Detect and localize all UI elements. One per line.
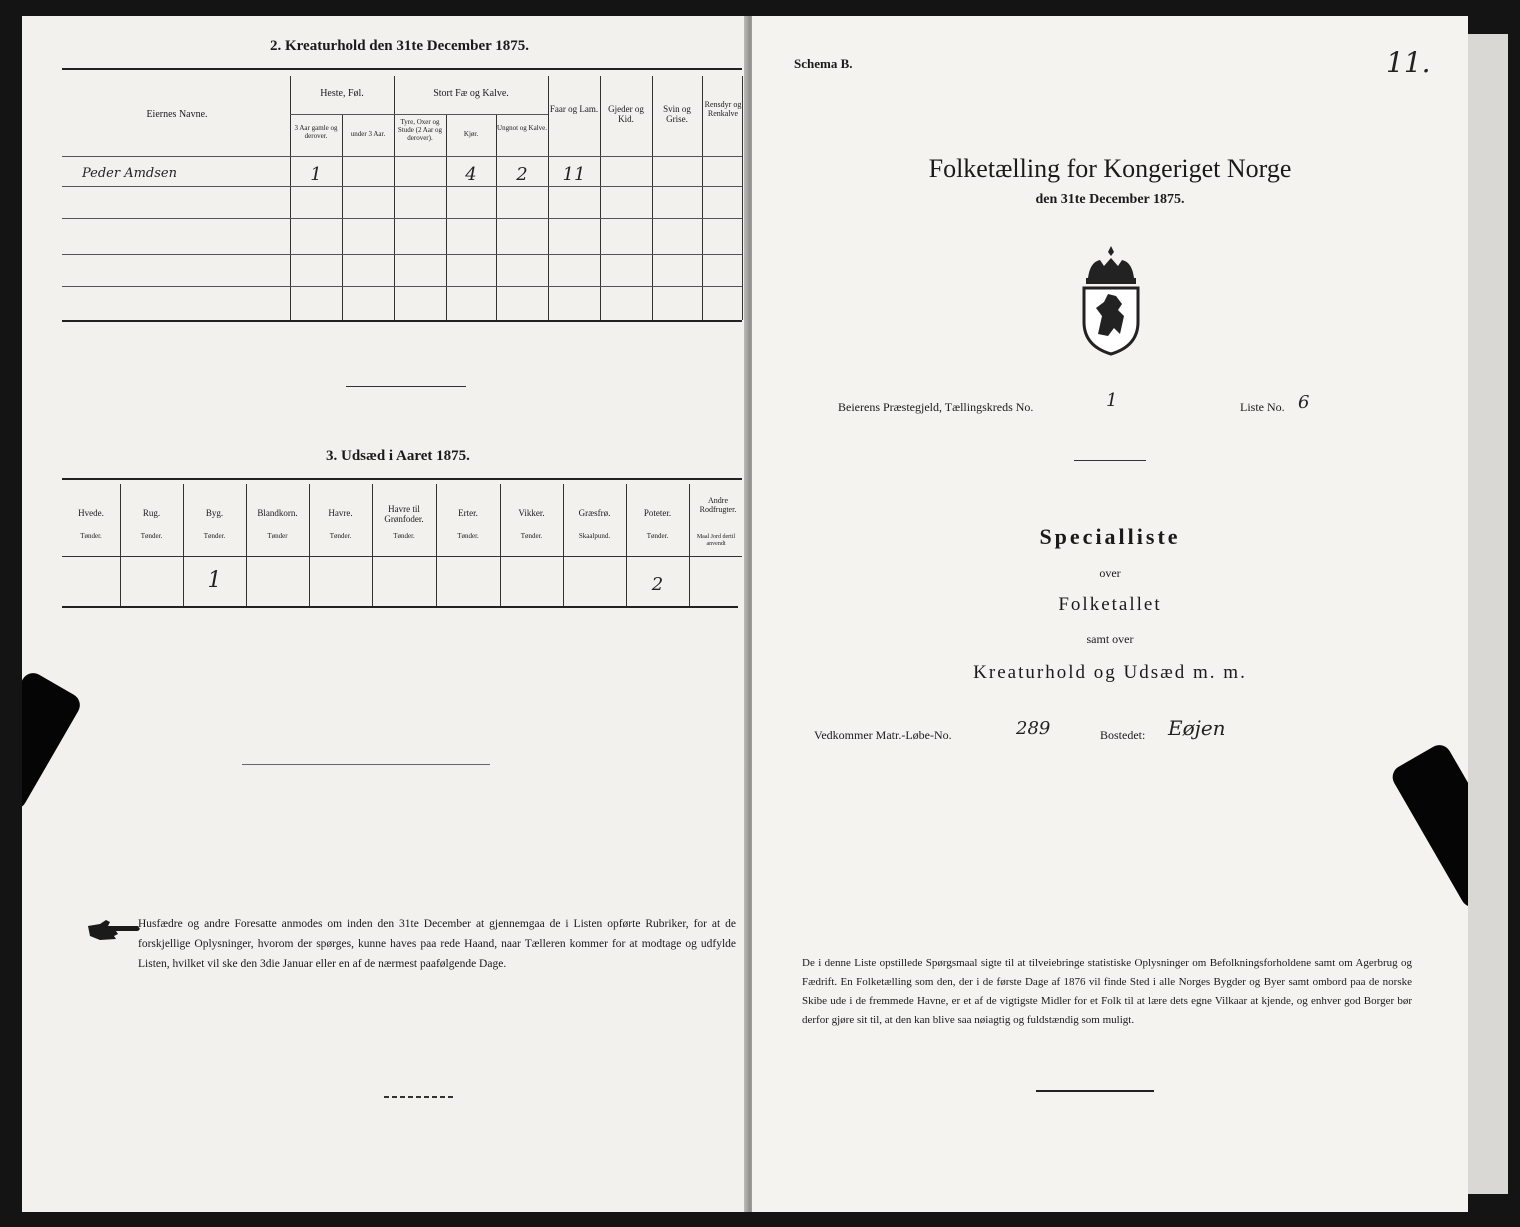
kreaturhold-udsaed-text: Kreaturhold og Udsæd m. m. <box>973 662 1247 683</box>
bosted-value: Eøjen <box>1168 716 1226 740</box>
rensdyr-header: Rensdyr og Renkalve <box>704 100 742 119</box>
info-paragraph: De i denne Liste opstillede Spørgsmaal sigte til at tilveiebringe statistiske Oplysninger om Befolkningsforholdene samt om Agerbrug og Fædrift. En Folketælling som den, der i de første Dage af 1876 vil finde Sted i alle Norges Bygder og Byer samt ombord paa de norske Skibe ude i de fremmede Havne, er et af de vigtigste Midler for et Folk til at lære dets egne Vilkaar at kjende, og enhver god Borger bør derfor gjøre sit til, at den kan blive saa nøiagtig og fuldstændig som muligt. <box>802 957 1412 1026</box>
ungnot-header: Ungnot og Kalve. <box>497 124 547 132</box>
erter-header: Erter. <box>458 508 478 518</box>
faar-header: Faar og Lam. <box>549 104 599 114</box>
separator-4 <box>1036 1090 1154 1092</box>
rug-header: Rug. <box>142 508 161 518</box>
bottom-ornament <box>384 1096 454 1098</box>
over-text: over <box>1099 566 1121 580</box>
faar-value: 11 <box>562 164 586 185</box>
havre-gronfoder-unit: Tønder. <box>393 532 415 540</box>
folketallet-text: Folketallet <box>1058 594 1162 615</box>
specialliste-title: Specialliste <box>1039 524 1181 549</box>
hvede-unit: Tønder. <box>80 532 102 540</box>
havre-header: Havre. <box>328 508 353 518</box>
table-top-rule <box>62 68 742 70</box>
poteter-header: Poteter. <box>643 508 672 518</box>
schema-label: Schema B. <box>794 56 853 71</box>
clip-holder <box>22 669 84 814</box>
separator <box>346 386 466 387</box>
liste-number: 6 <box>1298 392 1310 413</box>
vikker-unit: Tønder. <box>520 532 543 540</box>
clip-holder-right <box>1388 741 1468 912</box>
heste-gamle-value: 1 <box>310 164 322 185</box>
heste-gamle-header: 3 Aar gamle og derover. <box>294 124 338 141</box>
byg-unit: Tønder. <box>203 532 226 540</box>
udsaed-bottom-rule <box>62 606 738 608</box>
heste-header: Heste, Føl. <box>320 88 364 99</box>
erter-unit: Tønder. <box>457 532 479 540</box>
coat-of-arms-icon <box>1078 244 1144 361</box>
notice-text: Husfædre og andre Foresatte anmodes om inden den 31te December at gjennemgaa de i Listen opførte Rubriker, for at de forskjellige Oplysninger, hvorom der spørges, kunne haves paa rede Haand, naar Tælleren kommer for at modtage og udfylde Listen, hvilket vil ske den 3die Januar eller en af de nærmest paafølgende Dage. <box>138 918 736 970</box>
havre-gronfoder-header: Havre til Grønfoder. <box>384 504 424 525</box>
hvede-header: Hvede. <box>78 508 104 518</box>
udsaed-top-rule <box>62 478 742 480</box>
separator-2 <box>242 764 490 765</box>
separator-3 <box>1074 460 1146 461</box>
left-page <box>22 16 750 1212</box>
byg-header: Byg. <box>205 508 224 518</box>
owner-name: Peder Amdsen <box>82 166 177 181</box>
right-page <box>752 16 1468 1212</box>
liste-label: Liste No. <box>1240 400 1285 414</box>
matr-number: 289 <box>1016 718 1051 739</box>
blandkorn-header: Blandkorn. <box>257 508 298 518</box>
byg-value: 1 <box>207 568 222 593</box>
kreaturhold-title: 2. Kreaturhold den 31te December 1875. <box>270 38 529 54</box>
kjer-header: Kjør. <box>463 130 479 138</box>
havre-unit: Tønder. <box>329 532 352 540</box>
blandkorn-unit: Tønder <box>267 532 288 540</box>
poteter-unit: Tønder. <box>646 532 669 540</box>
gjeder-header: Gjeder og Kid. <box>608 104 644 125</box>
kreds-number: 1 <box>1106 390 1118 411</box>
rodfrugter-unit: Maal Jord dertil anvendt <box>696 534 736 547</box>
kjer-value: 4 <box>465 164 477 185</box>
ungnot-value: 2 <box>516 164 528 185</box>
main-title: Folketælling for Kongeriget Norge <box>928 154 1292 183</box>
udsaed-title: 3. Udsæd i Aaret 1875. <box>326 448 470 464</box>
graesfro-header: Græsfrø. <box>578 508 611 518</box>
graesfro-unit: Skaalpund. <box>578 532 611 540</box>
next-page-edge <box>1468 34 1508 1194</box>
rodfrugter-header: Andre Rodfrugter. <box>699 496 737 515</box>
prestegjeld-label: Beierens Præstegjeld, Tællingskreds No. <box>838 400 1034 414</box>
pointing-hand-icon <box>86 918 142 947</box>
samt-over-text: samt over <box>1086 632 1134 646</box>
vikker-header: Vikker. <box>518 508 545 518</box>
rug-unit: Tønder. <box>140 532 163 540</box>
page-number: 11. <box>1386 46 1431 79</box>
svin-header: Svin og Grise. <box>663 104 691 125</box>
stort-fae-header: Stort Fæ og Kalve. <box>433 88 509 99</box>
heste-under-header: under 3 Aar. <box>350 130 386 138</box>
matr-label: Vedkommer Matr.-Løbe-No. <box>814 728 952 742</box>
main-subtitle: den 31te December 1875. <box>1035 192 1185 207</box>
bosted-label: Bostedet: <box>1100 728 1146 742</box>
poteter-value: 2 <box>651 574 664 595</box>
tyre-header: Tyre, Oxer og Stude (2 Aar og derover). <box>397 118 443 143</box>
owner-header: Eiernes Navne. <box>146 109 208 120</box>
